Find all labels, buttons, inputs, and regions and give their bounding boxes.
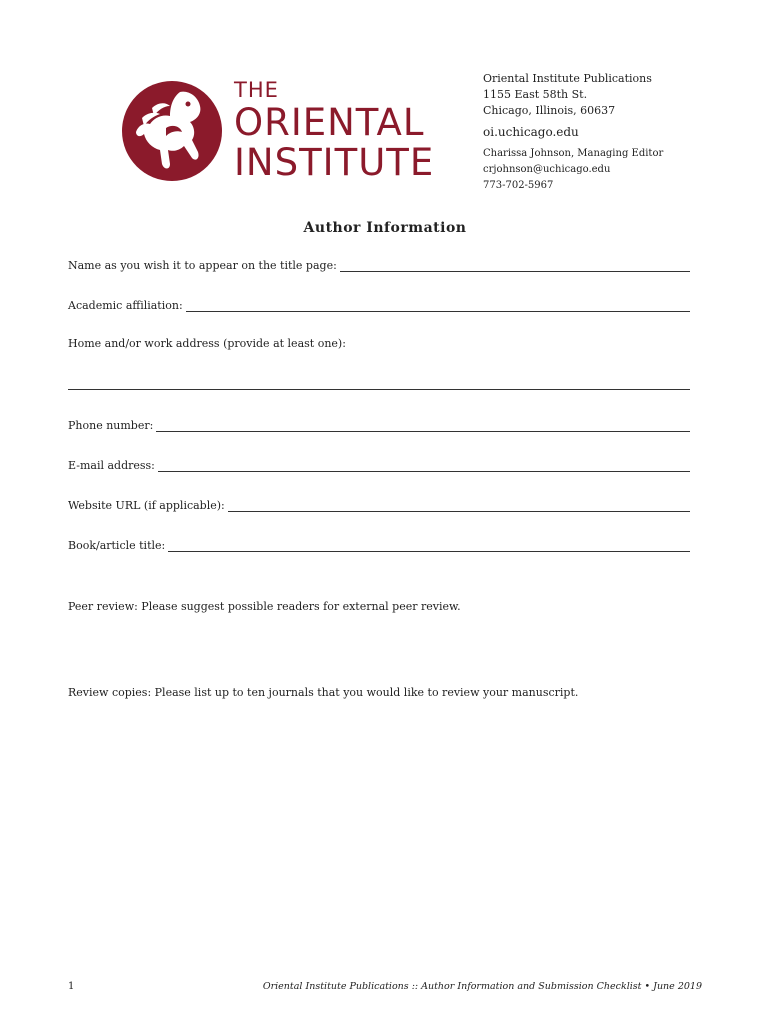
phone-line[interactable] [156,419,690,432]
address-label: Home and/or work address (provide at least one): [68,337,346,350]
phone-field[interactable] [68,416,690,432]
book-title-line[interactable] [168,539,690,552]
website-label: Website URL (if applicable): [68,499,225,512]
contact-website[interactable]: oi.uchicago.edu [483,125,579,139]
affiliation-line[interactable] [186,299,690,312]
website-line[interactable] [228,499,690,512]
book-title-field[interactable] [68,536,690,552]
name-field[interactable] [68,256,690,272]
affiliation-label: Academic affiliation: [68,299,183,312]
footer-text: Oriental Institute Publications :: Author Information and Submission Checklist • June 2019 [262,981,702,992]
contact-address [483,71,652,119]
contact-phone: 773-702-5967 [483,180,554,191]
review-copies-prompt: Review copies: Please list up to ten journals that you would like to review your manuscript. [68,686,579,699]
peer-review-prompt: Peer review: Please suggest possible readers for external peer review. [68,600,461,613]
contact-editor: Charissa Johnson, Managing Editor [483,148,664,159]
email-field[interactable] [68,456,690,472]
website-field[interactable] [68,496,690,512]
contact-city: Chicago, Illinois, 60637 [483,104,616,117]
email-line[interactable] [158,459,690,472]
logo-oriental: ORIENTAL [234,101,425,144]
page-title: Author Information [303,220,467,236]
page-number: 1 [68,981,75,992]
affiliation-field[interactable] [68,296,690,312]
contact-org: Oriental Institute Publications [483,72,652,85]
phone-label: Phone number: [68,419,154,432]
logo-the: THE [234,78,279,102]
address-line[interactable] [68,389,690,390]
griffin-seal-icon [122,78,222,184]
contact-email[interactable]: crjohnson@uchicago.edu [483,164,611,175]
email-label: E-mail address: [68,459,155,472]
name-line[interactable] [340,259,690,272]
contact-street: 1155 East 58th St. [483,88,588,101]
logo-institute: INSTITUTE [234,141,435,184]
contact-editor-block [483,146,663,194]
book-title-label: Book/article title: [68,539,166,552]
name-label: Name as you wish it to appear on the title page: [68,259,337,272]
